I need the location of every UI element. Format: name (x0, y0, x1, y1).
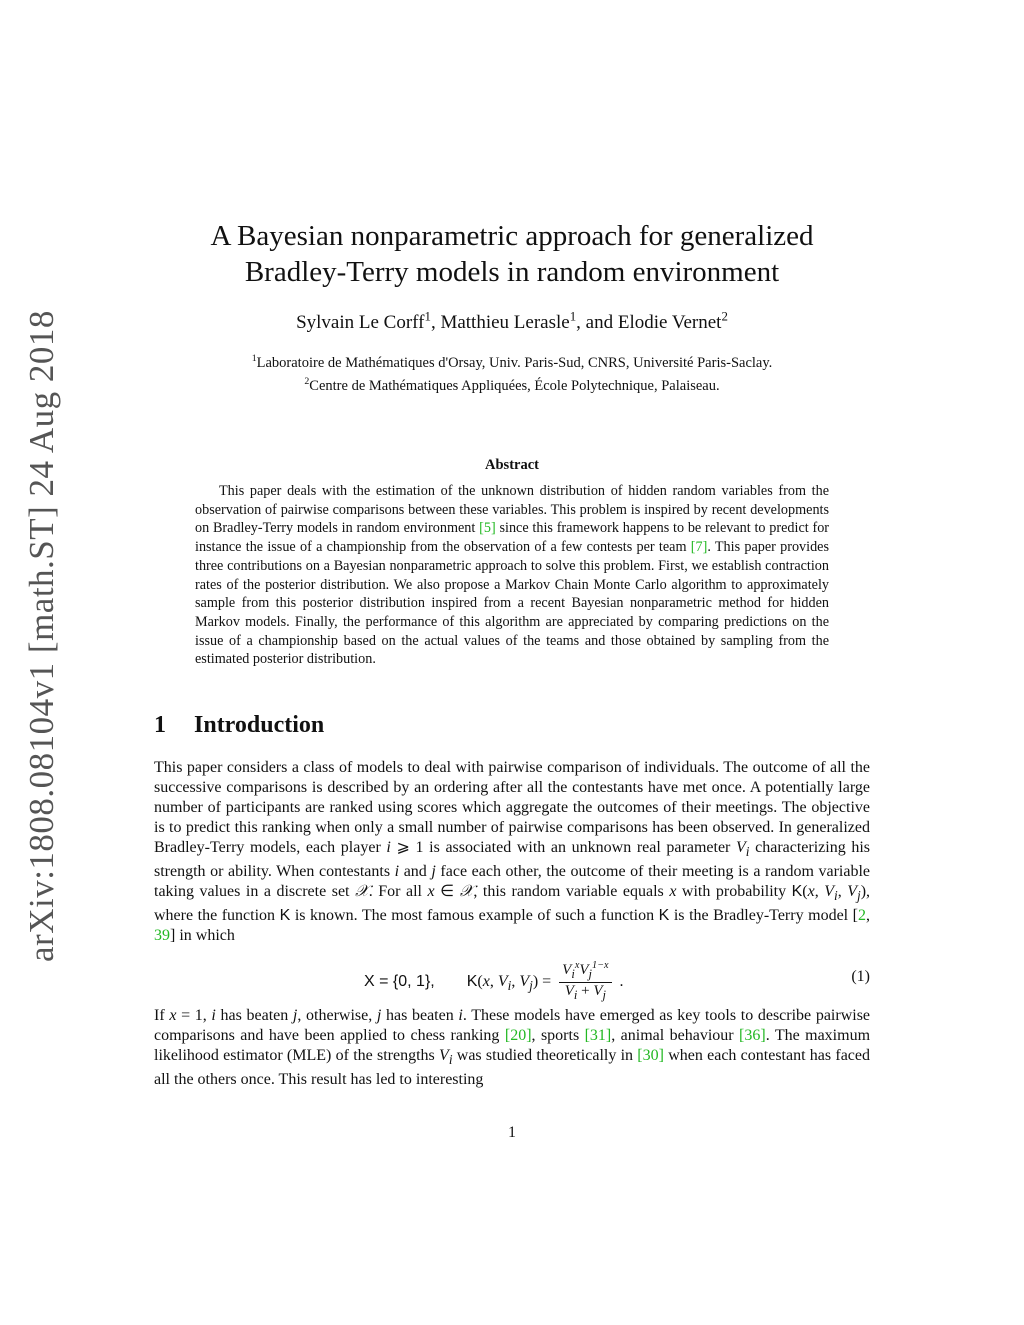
title-line-1: A Bayesian nonparametric approach for generalized (210, 220, 814, 252)
citation-link[interactable]: [7] (690, 539, 708, 556)
text: . For all (368, 883, 428, 901)
text: with probability (676, 883, 792, 901)
text: is the Bradley-Terry model (669, 907, 853, 925)
text: If (154, 1007, 170, 1024)
affiliation-2-sup: 2 (304, 376, 310, 388)
text: in which (175, 927, 235, 945)
section-number: 1 (154, 712, 166, 738)
equation-1 (154, 958, 870, 1002)
section-heading (154, 712, 324, 739)
abstract-text-2: since this framework happens to be relevant to predict for instance the issue of a championship from the observation of a few contests per team (195, 520, 830, 556)
text: , where the function (154, 883, 871, 925)
equation-body: X = {0, 1}, K(x, $V_i$, $V_j$) = $\frac{V_i^xV_j^{1-x}}{V_i + V_j}$ . (364, 960, 624, 1002)
text: is known. The most famous example of such a function (290, 907, 659, 925)
intro-paragraph-2: If x = 1, i has beaten j, otherwise, j has beaten i. These models have emerged as key tools to describe pairwise comparisons and have been applied to chess ranking [20], sports [31], animal behaviour [36]. The maximum likelihood estimator (MLE) of the strengths $V_i$ was studied theoretically in [30] when each contestant has faced all the others once. This result has led to interesting (154, 1007, 871, 1089)
equation-lhs: X = {0, 1}, (364, 973, 435, 991)
affiliation-1 (150, 355, 874, 372)
text: has beaten (381, 1007, 459, 1024)
text: , this random variable equals (473, 883, 670, 901)
text: is associated with an unknown real parameter (423, 839, 736, 856)
abstract-body (195, 482, 829, 669)
author-3-sup: 2 (721, 308, 728, 324)
author-2-sup: 1 (569, 308, 577, 324)
author-3: and Elodie Vernet (585, 312, 722, 333)
arxiv-identifier: arXiv:1808.08104v1 [math.ST] 24 Aug 2018 (22, 310, 61, 962)
text: characterizing his strength or ability. When contestants (154, 839, 871, 881)
text: . The maximum likelihood estimator (MLE) of the strengths (154, 1027, 871, 1064)
abstract-heading: Abstract (485, 457, 539, 473)
author-1: Sylvain Le Corff (296, 312, 425, 333)
author-1-sup: 1 (424, 308, 431, 324)
citation-link[interactable]: [30] (637, 1047, 664, 1064)
citation-link[interactable]: [31] (584, 1027, 612, 1044)
abstract-text-1: This paper deals with the estimation of the unknown distribution of hidden random variables from the observation of pairwise comparisons between these variables. This problem is inspired by recent developments on Bradley-Terry models in random environment (195, 483, 829, 537)
citation-link[interactable]: [36] (739, 1027, 766, 1044)
affiliation-1-sup: 1 (251, 353, 257, 365)
section-title: Introduction (194, 712, 325, 738)
affiliation-2 (150, 378, 874, 395)
affiliation-2-text: Centre de Mathématiques Appliquées, École Polytechnique, Palaiseau. (309, 378, 720, 394)
paper-title (150, 218, 874, 290)
text: , otherwise, (297, 1007, 377, 1024)
text: . These models have emerged as key tools to describe pairwise comparisons and have been applied to chess ranking (154, 1007, 871, 1044)
equation-fraction: $\frac{V_i^xV_j^{1-x}}{V_i + V_j}$ (559, 962, 611, 1003)
citation-link[interactable]: [20] (504, 1027, 532, 1044)
intro-paragraph-1: This paper considers a class of models to deal with pairwise comparison of individuals. The outcome of all the successive comparisons is described by an ordering after all the contestants have met once. A potentially large number of participants are ranked using scores which aggregate the outcomes of their meetings. The objective is to predict this ranking when only a small number of pairwise comparisons has been observed. In generalized Bradley-Terry models, each player i ⩾ 1 is associated with an unknown real parameter $V_i$ characterizing his strength or ability. When contestants i and j face each other, the outcome of their meeting is a random variable taking values in a discrete set 𝒳. For all x ∈ 𝒳, this random variable equals x with probability K(x, $V_i$, $V_j$), where the function K is known. The most famous example of such a function K is the Bradley-Terry model [2, 39] in which (154, 759, 871, 945)
title-line-2: Bradley-Terry models in random environment (244, 256, 780, 288)
citation-link[interactable]: 39 (154, 927, 170, 945)
citation-link[interactable]: [5] (479, 520, 496, 537)
text: has beaten (215, 1007, 293, 1024)
text: and (399, 863, 432, 881)
text: was studied theoretically in (452, 1047, 638, 1064)
abstract-text-3: . This paper provides three contributions on a Bayesian nonparametric approach to solve this problem. First, we establish contraction rates of the posterior distribution. We also propose a Markov Chain Monte Carlo algorithm to approximately sample from this posterior distribution inspired from a recent Bayesian nonparametric method for hidden Markov models. Finally, the performance of this algorithm are appreciated by comparing predictions on the issue of a championship based on the actual values of the teams and those obtained by sampling from the estimated posterior distribution. (195, 539, 829, 668)
citation-link[interactable]: 2 (858, 907, 866, 925)
equation-number: (1) (851, 968, 870, 985)
affiliation-1-text: Laboratoire de Mathématiques d'Orsay, Univ. Paris-Sud, CNRS, Université Paris-Saclay. (256, 355, 773, 371)
text: when each contestant has faced all the others once. This result has led to interesting (154, 1047, 871, 1089)
text: , animal behaviour (611, 1027, 740, 1044)
text: This paper considers a class of models to deal with pairwise comparison of individuals. The outcome of all the successive comparisons is described by an ordering after all the contestants have met once. A potentially large number of participants are ranked using scores which aggregate the outcomes of their meetings. The objective is to predict this ranking when only a small number of pairwise comparisons has been observed. In generalized Bradley-Terry models, each player (154, 759, 870, 856)
author-2: Matthieu Lerasle (440, 312, 570, 333)
text: face each other, the outcome of their meeting is a random variable taking values in a discrete set (154, 863, 871, 901)
author-list: Sylvain Le Corff$^1$, Matthieu Lerasle$^1$, and Elodie Vernet$^2$ (296, 308, 728, 333)
page-number: 1 (508, 1124, 516, 1141)
text: , sports (531, 1027, 585, 1044)
